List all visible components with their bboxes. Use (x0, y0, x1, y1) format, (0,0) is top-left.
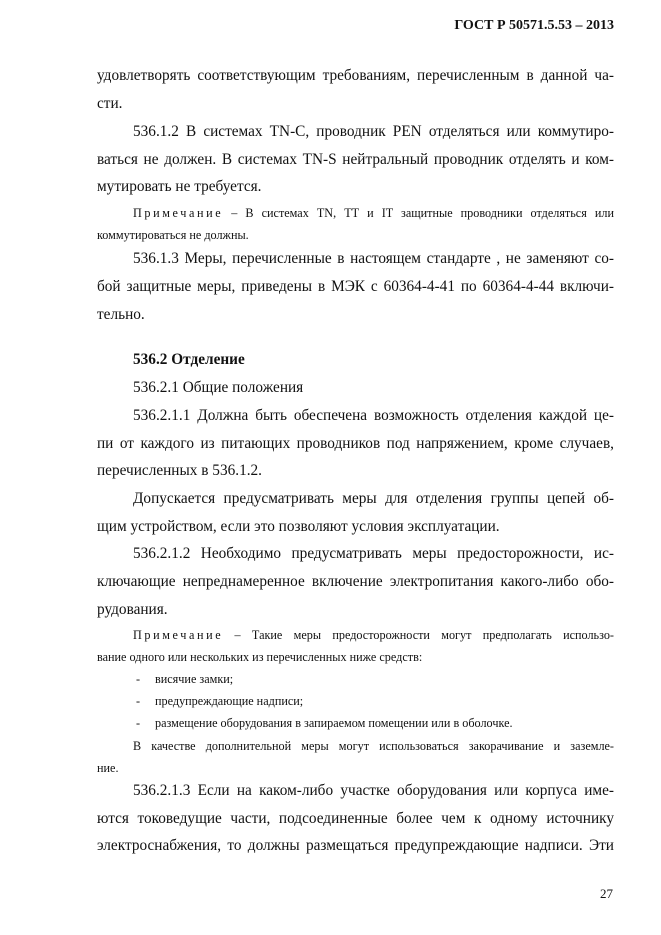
paragraph-line: ключающие непреднамеренное включение электропитания какого-либо обо- (97, 573, 614, 590)
note-line: коммутироваться не должны. (97, 228, 249, 242)
paragraph-line: мутировать не требуется. (97, 178, 262, 195)
list-item: размещение оборудования в запираемом помещении или в оболочке. (155, 716, 513, 730)
paragraph-line: щим устройством, если это позволяют условия эксплуатации. (97, 518, 500, 535)
note-text: – В системах TN, ТТ и IT защитные проводники отделяться или (223, 206, 614, 220)
note-label: Примечание (133, 206, 224, 220)
paragraph-line: сти. (97, 95, 123, 112)
paragraph-line: электроснабжения, то должны размещаться предупреждающие надписи. Эти (97, 837, 614, 854)
paragraph-line: перечисленных в 536.1.2. (97, 462, 263, 479)
note-text: – Такие меры предосторожности могут предполагать использо- (223, 628, 614, 642)
paragraph-line: 536.1.3 Меры, перечисленные в настоящем стандарте , не заменяют со- (133, 250, 614, 267)
subsection-heading: 536.2.1 Общие положения (133, 379, 304, 396)
paragraph-line: тельно. (97, 306, 145, 323)
paragraph-line: рудования. (97, 601, 168, 618)
list-item: предупреждающие надписи; (155, 694, 304, 708)
page-number: 27 (600, 886, 613, 901)
section-heading: 536.2 Отделение (133, 351, 245, 368)
note-line: ние. (97, 761, 119, 775)
list-bullet: - (136, 694, 141, 708)
note-line (133, 627, 614, 643)
paragraph-line: удовлетворять соответствующим требованиям, перечисленным в данной ча- (97, 67, 614, 84)
note-line: вание одного или нескольких из перечисленных ниже средств: (97, 650, 423, 664)
paragraph-line: Допускается предусматривать меры для отделения группы цепей об- (133, 490, 614, 507)
note-label: Примечание (133, 628, 224, 642)
list-item: висячие замки; (155, 672, 234, 686)
page-header-title: ГОСТ Р 50571.5.53 – 2013 (454, 18, 614, 33)
paragraph-line: 536.2.1.1 Должна быть обеспечена возможность отделения каждой це- (133, 407, 614, 424)
list-bullet: - (136, 716, 141, 730)
paragraph-line: 536.1.2 В системах TN-C, проводник PEN отделяться или коммутиро- (133, 123, 614, 140)
note-line: В качестве дополнительной меры могут использоваться закорачивание и заземле- (133, 739, 614, 753)
note-line (133, 205, 614, 221)
paragraph-line: 536.2.1.3 Если на каком-либо участке оборудования или корпуса име- (133, 782, 614, 799)
paragraph-line: 536.2.1.2 Необходимо предусматривать меры предосторожности, ис- (133, 545, 614, 562)
paragraph-line: ваться не должен. В системах TN-S нейтральный проводник отделять и ком- (97, 151, 614, 168)
paragraph-line: ются токоведущие части, подсоединенные более чем к одному источнику (97, 810, 614, 827)
paragraph-line: бой защитные меры, приведены в МЭК с 60364-4-41 по 60364-4-44 включи- (97, 278, 614, 295)
paragraph-line: пи от каждого из питающих проводников под напряжением, кроме случаев, (97, 435, 614, 452)
list-bullet: - (136, 672, 141, 686)
